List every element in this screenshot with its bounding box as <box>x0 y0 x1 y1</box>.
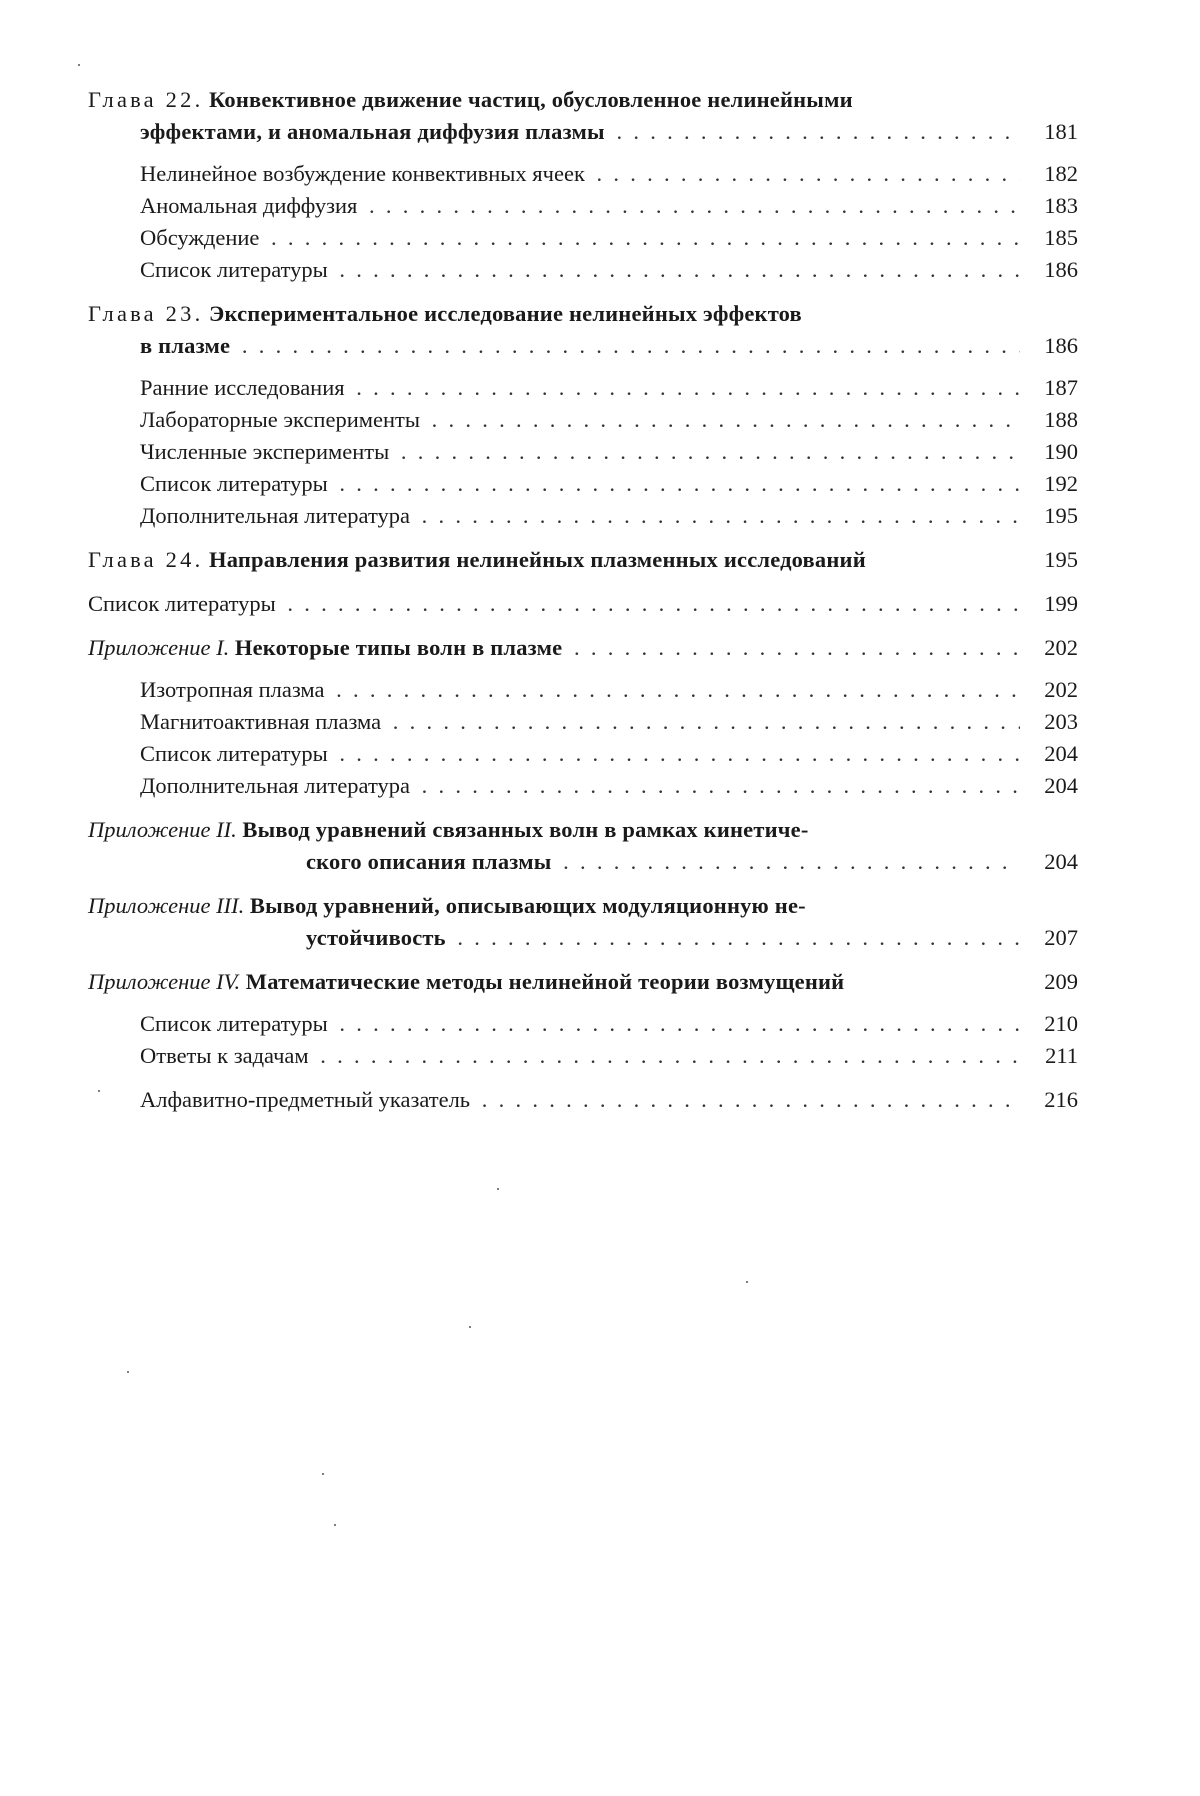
toc-subline <box>88 436 1078 468</box>
toc-entry <box>88 632 1078 802</box>
page-number: 195 <box>1044 547 1078 572</box>
dot-leader <box>611 116 1020 148</box>
entry-title: Направления развития нелинейных плазменных исследований <box>209 547 866 572</box>
toc-subline <box>88 254 1078 286</box>
entry-title: Некоторые типы волн в плазме <box>234 635 563 660</box>
page-number: 186 <box>1044 257 1078 282</box>
toc-line <box>88 814 1078 846</box>
table-of-contents <box>88 84 1078 1128</box>
toc-line <box>88 588 1078 620</box>
entry-title: Экспериментальное исследование нелинейных эффектов <box>209 301 802 326</box>
page-number: 207 <box>1044 925 1078 950</box>
toc-subline <box>88 674 1078 706</box>
entry-gap <box>88 998 1078 1008</box>
dot-leader <box>363 190 1020 222</box>
page-number: 202 <box>1044 635 1078 660</box>
subentry-title: Дополнительная литература <box>140 503 410 528</box>
toc-line <box>88 632 1078 664</box>
scan-speck <box>98 1090 100 1092</box>
toc-subline <box>88 158 1078 190</box>
page-number: 182 <box>1044 161 1078 186</box>
toc-entry <box>88 814 1078 878</box>
page-number: 190 <box>1044 439 1078 464</box>
toc-line-text <box>140 116 605 148</box>
toc-subline <box>88 404 1078 436</box>
entry-gap <box>88 362 1078 372</box>
scan-speck <box>127 1371 129 1373</box>
toc-line-text <box>88 298 802 330</box>
entry-title: Конвективное движение частиц, обусловленное нелинейными <box>209 87 853 112</box>
toc-line-text <box>88 632 562 664</box>
page-number: 209 <box>1044 969 1078 994</box>
scan-speck <box>322 1473 324 1475</box>
toc-entry <box>88 544 1078 576</box>
toc-line-text <box>88 966 844 998</box>
dot-leader <box>265 222 1020 254</box>
toc-line-text <box>88 890 806 922</box>
subentry-title: Список литературы <box>140 1011 328 1036</box>
toc-line-text <box>140 330 230 362</box>
page-number: 195 <box>1044 503 1078 528</box>
subentry-title: Аномальная диффузия <box>140 193 358 218</box>
dot-leader <box>426 404 1020 436</box>
toc-entry <box>88 890 1078 954</box>
dot-leader <box>236 330 1020 362</box>
toc-line <box>88 544 1078 576</box>
entry-title: ского описания плазмы <box>306 849 552 874</box>
toc-line-text <box>88 588 276 620</box>
page-number: 187 <box>1044 375 1078 400</box>
dot-leader <box>334 738 1020 770</box>
dot-leader <box>331 674 1020 706</box>
scan-speck <box>78 64 80 66</box>
dot-leader <box>387 706 1020 738</box>
dot-leader <box>315 1040 1020 1072</box>
dot-leader <box>334 468 1020 500</box>
toc-line <box>88 116 1078 148</box>
toc-subline <box>88 500 1078 532</box>
subentry-title: Дополнительная литература <box>140 773 410 798</box>
toc-line-text <box>140 1084 470 1116</box>
toc-line <box>88 84 1078 116</box>
subentry-title: Список литературы <box>140 257 328 282</box>
entry-gap <box>88 664 1078 674</box>
toc-subline <box>88 222 1078 254</box>
chapter-label: Приложение II. <box>88 817 237 842</box>
chapter-label: Приложение III. <box>88 893 245 918</box>
dot-leader <box>416 770 1020 802</box>
subentry-title: Нелинейное возбуждение конвективных ячеек <box>140 161 585 186</box>
page-number: 204 <box>1044 849 1078 874</box>
toc-line <box>88 922 1078 954</box>
dot-leader <box>334 254 1020 286</box>
toc-entry <box>88 588 1078 620</box>
entry-title: Список литературы <box>88 591 276 616</box>
toc-line <box>88 1084 1078 1116</box>
dot-leader <box>351 372 1020 404</box>
toc-entry <box>88 84 1078 286</box>
toc-subline <box>88 468 1078 500</box>
dot-leader <box>558 846 1020 878</box>
subentry-title: Лабораторные эксперименты <box>140 407 420 432</box>
subentry-title: Численные эксперименты <box>140 439 390 464</box>
chapter-label: Глава 24. <box>88 547 204 572</box>
page-number: 192 <box>1044 471 1078 496</box>
toc-line-text <box>88 544 866 576</box>
toc-line <box>88 966 1078 998</box>
dot-leader <box>568 632 1020 664</box>
subentry-title: Список литературы <box>140 741 328 766</box>
entry-title: Вывод уравнений связанных волн в рамках кинетиче- <box>242 817 809 842</box>
entry-title: эффектами, и аномальная диффузия плазмы <box>140 119 605 144</box>
toc-entry <box>88 298 1078 532</box>
page-number: 203 <box>1044 709 1078 734</box>
page-number: 199 <box>1044 591 1078 616</box>
dot-leader <box>334 1008 1020 1040</box>
toc-line <box>88 298 1078 330</box>
page-number: 210 <box>1044 1011 1078 1036</box>
chapter-label: Глава 22. <box>88 87 204 112</box>
toc-line <box>88 846 1078 878</box>
chapter-label: Приложение IV. <box>88 969 241 994</box>
page-number: 204 <box>1044 773 1078 798</box>
page-number: 211 <box>1045 1043 1078 1068</box>
scan-speck <box>746 1281 748 1283</box>
toc-line-text <box>88 84 853 116</box>
toc-entry <box>88 1084 1078 1116</box>
page-number: 181 <box>1044 119 1078 144</box>
entry-gap <box>88 148 1078 158</box>
dot-leader <box>452 922 1020 954</box>
dot-leader <box>476 1084 1020 1116</box>
scan-speck <box>469 1326 471 1328</box>
subentry-title: Ответы к задачам <box>140 1043 309 1068</box>
dot-leader <box>282 588 1020 620</box>
chapter-label: Приложение I. <box>88 635 230 660</box>
toc-subline <box>88 706 1078 738</box>
subentry-title: Ранние исследования <box>140 375 345 400</box>
dot-leader <box>416 500 1020 532</box>
entry-title: Алфавитно-предметный указатель <box>140 1087 471 1112</box>
toc-line <box>88 330 1078 362</box>
toc-line-text <box>88 814 809 846</box>
chapter-label: Глава 23. <box>88 301 204 326</box>
page-number: 185 <box>1044 225 1078 250</box>
toc-subline <box>88 770 1078 802</box>
subentry-title: Обсуждение <box>140 225 260 250</box>
entry-title: Математические методы нелинейной теории возмущений <box>245 969 845 994</box>
subentry-title: Магнитоактивная плазма <box>140 709 382 734</box>
toc-line-text <box>306 922 446 954</box>
page-number: 204 <box>1044 741 1078 766</box>
dot-leader <box>395 436 1020 468</box>
page-number: 186 <box>1044 333 1078 358</box>
toc-entry <box>88 966 1078 1072</box>
toc-subline <box>88 738 1078 770</box>
toc-subline <box>88 1040 1078 1072</box>
toc-subline <box>88 190 1078 222</box>
toc-subline <box>88 372 1078 404</box>
toc-subline <box>88 1008 1078 1040</box>
subentry-title: Изотропная плазма <box>140 677 325 702</box>
subentry-title: Список литературы <box>140 471 328 496</box>
entry-title: Вывод уравнений, описывающих модуляционную не- <box>249 893 806 918</box>
page-number: 216 <box>1044 1087 1078 1112</box>
page-number: 188 <box>1044 407 1078 432</box>
scan-speck <box>334 1524 336 1526</box>
entry-title: в плазме <box>140 333 231 358</box>
page-number: 202 <box>1044 677 1078 702</box>
dot-leader <box>591 158 1020 190</box>
toc-line <box>88 890 1078 922</box>
scan-speck <box>497 1188 499 1190</box>
entry-title: устойчивость <box>306 925 446 950</box>
page-number: 183 <box>1044 193 1078 218</box>
toc-line-text <box>306 846 552 878</box>
